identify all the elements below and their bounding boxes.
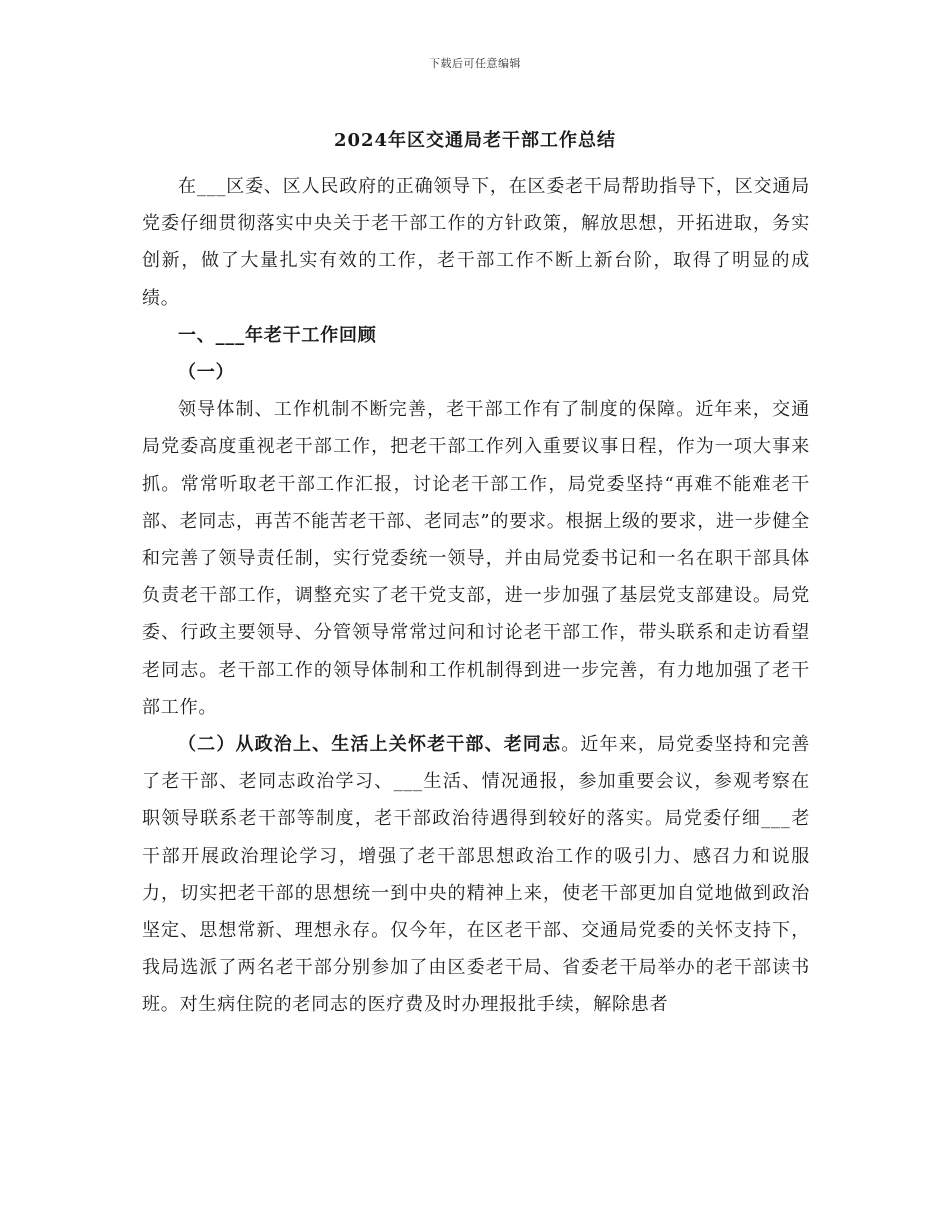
intro-paragraph: 在___区委、区人民政府的正确领导下，在区委老干局帮助指导下，区交通局党委仔细贯彻落实中央关于老干部工作的方针政策，解放思想，开拓进取，务实创新，做了大量扎实有效的工作，老干部工作不断上新台阶，取得了明显的成绩。	[142, 176, 810, 309]
body-paragraph-2	[142, 726, 810, 1024]
subsection-heading-inline: （二）从政治上、生活上关怀老干部、老同志	[178, 734, 562, 756]
page-header: 下载后可任意编辑	[429, 57, 521, 70]
subsection-label: （一）	[178, 362, 235, 384]
body-paragraph: 领导体制、工作机制不断完善，老干部工作有了制度的保障。近年来，交通局党委高度重视老干部工作，把老干部工作列入重要议事日程，作为一项大事来抓。常常听取老干部工作汇报，讨论老干部工作，局党委坚持“再难不能难老干部、老同志，再苦不能苦老干部、老同志”的要求。根据上级的要求，进一步健全和完善了领导责任制，实行党委统一领导，并由局党委书记和一名在职干部具体负责老干部工作，调整充实了老干党支部，进一步加强了基层党支部建设。局党委、行政主要领导、分管领导常常过问和讨论老干部工作，带头联系和走访看望老同志。老干部工作的领导体制和工作机制得到进一步完善，有力地加强了老干部工作。	[142, 399, 810, 718]
document-title: 2024年区交通局老干部工作总结	[333, 130, 617, 151]
body-paragraph-text: 。近年来，局党委坚持和完善了老干部、老同志政治学习、___生活、情况通报，参加重要会议，参观考察在职领导联系老干部等制度，老干部政治待遇得到较好的落实。局党委仔细___老干部开展政治理论学习，增强了老干部思想政治工作的吸引力、感召力和说服力，切实把老干部的思想统一到中央的精神上来，使老干部更加自觉地做到政治坚定、思想常新、理想永存。仅今年，在区老干部、交通局党委的关怀支持下，我局选派了两名老干部分别参加了由区委老干局、省委老干局举办的老干部读书班。对生病住院的老同志的医疗费及时办理报批手续，解除患者	[142, 734, 810, 1016]
section-heading: 一、___年老干工作回顾	[178, 324, 377, 346]
document-body	[142, 168, 810, 1024]
